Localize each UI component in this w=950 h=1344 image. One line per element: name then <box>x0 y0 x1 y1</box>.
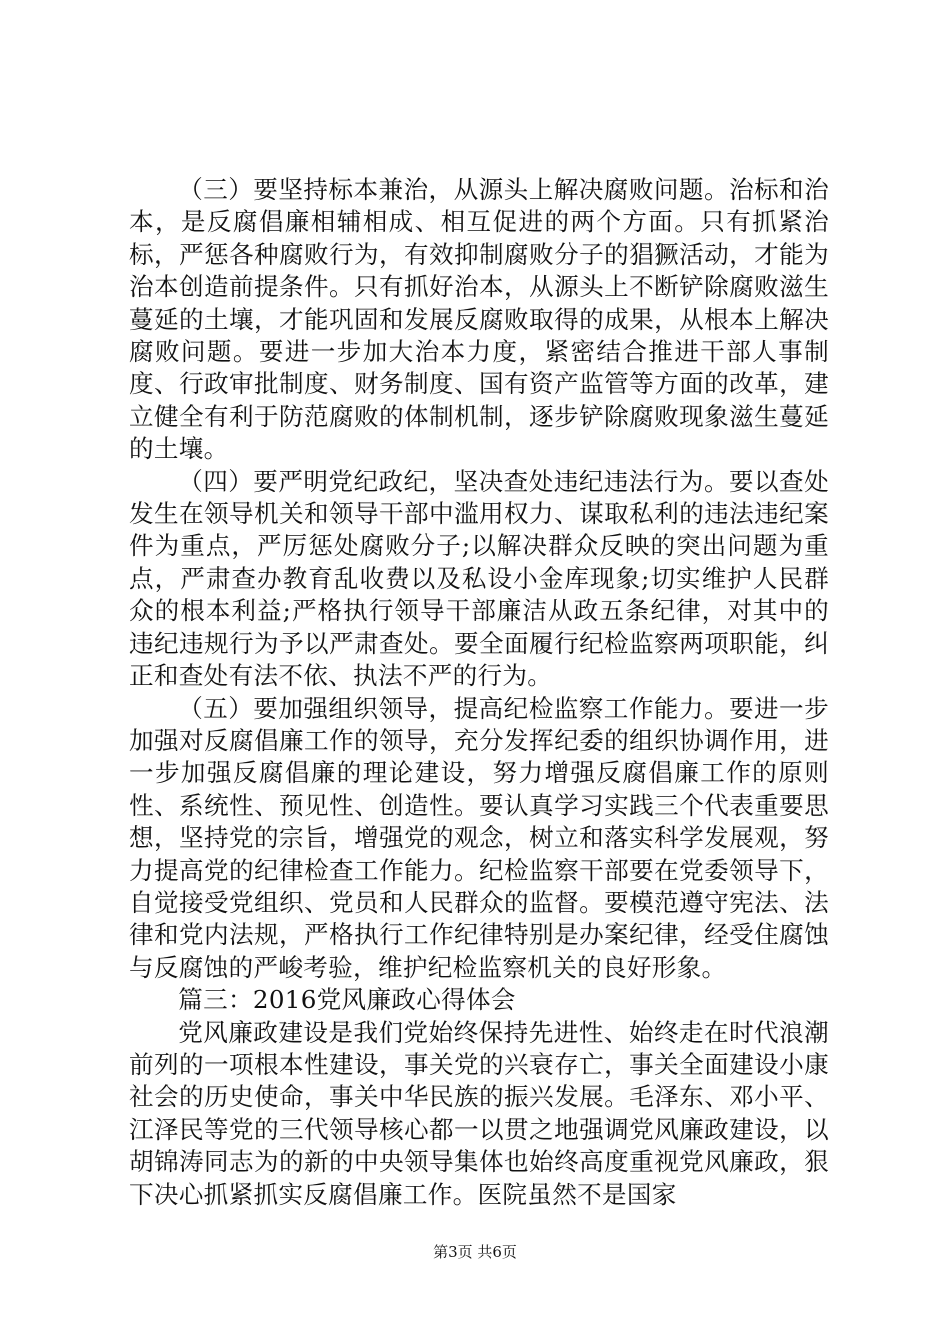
page-footer: 第3页 共6页 <box>433 1243 517 1261</box>
section-heading: 篇三：2016党风廉政心得体会 <box>178 985 516 1015</box>
paragraph-essay-three: 党风廉政建设是我们党始终保持先进性、始终走在时代浪潮前列的一项根本性建设，事关党的兴衰存亡，事关全面建设小康社会的历史使命，事关中华民族的振兴发展。毛泽东、邓小平、江泽民等党的三代领导核心都一以贯之地强调党风廉政建设，以胡锦涛同志为的新的中央领导集体也始终高度重视党风廉政，狠下决心抓紧抓实反腐倡廉工作。医院虽然不是国家 <box>129 1017 829 1209</box>
paragraph-three: （三）要坚持标本兼治，从源头上解决腐败问题。治标和治本，是反腐倡廉相辅相成、相互促进的两个方面。只有抓紧治标，严惩各种腐败行为，有效抑制腐败分子的猖獗活动，才能为治本创造前提条件。只有抓好治本，从源头上不断铲除腐败滋生蔓延的土壤，才能巩固和发展反腐败取得的成果，从根本上解决腐败问题。要进一步加大治本力度，紧密结合推进干部人事制度、行政审批制度、财务制度、国有资产监管等方面的改革，建立健全有利于防范腐败的体制机制，逐步铲除腐败现象滋生蔓延的土壤。 <box>129 175 829 464</box>
paragraph-four: （四）要严明党纪政纪，坚决查处违纪违法行为。要以查处发生在领导机关和领导干部中滥用权力、谋取私利的违法违纪案件为重点，严厉惩处腐败分子;以解决群众反映的突出问题为重点，严肃查办教育乱收费以及私设小金库现象;切实维护人民群众的根本利益;严格执行领导干部廉洁从政五条纪律，对其中的违纪违规行为予以严肃查处。要全面履行纪检监察两项职能，纠正和查处有法不依、执法不严的行为。 <box>129 466 829 691</box>
paragraph-five: （五）要加强组织领导，提高纪检监察工作能力。要进一步加强对反腐倡廉工作的领导，充分发挥纪委的组织协调作用，进一步加强反腐倡廉的理论建设，努力增强反腐倡廉工作的原则性、系统性、预见性、创造性。要认真学习实践三个代表重要思想，坚持党的宗旨，增强党的观念，树立和落实科学发展观，努力提高党的纪律检查工作能力。纪检监察干部要在党委领导下，自觉接受党组织、党员和人民群众的监督。要模范遵守宪法、法律和党内法规，严格执行工作纪律特别是办案纪律，经受住腐蚀与反腐蚀的严峻考验，维护纪检监察机关的良好形象。 <box>129 693 829 982</box>
document-body <box>129 174 829 1211</box>
